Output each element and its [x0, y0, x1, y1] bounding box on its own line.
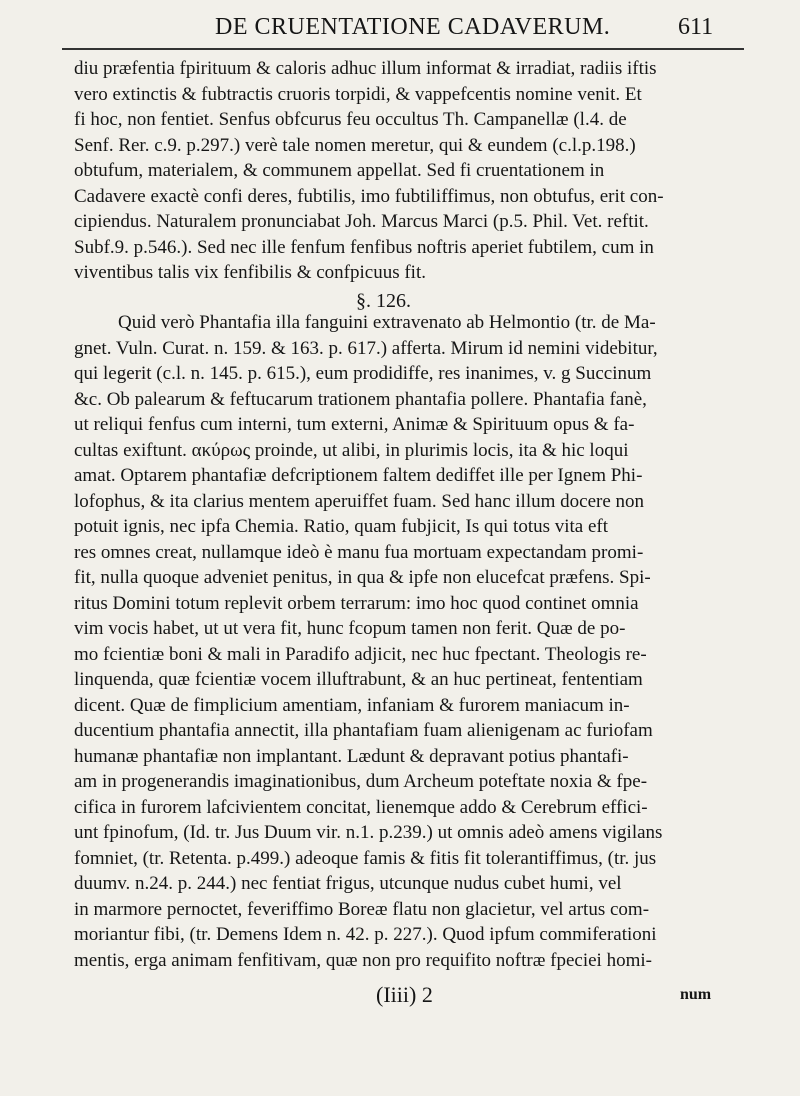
- text-line: fit, nulla quoque adveniet penitus, in qua & ipfe non elucefcat præfens. Spi-: [74, 567, 651, 588]
- text-line: viventibus talis vix fenfibilis & confpicuus fit.: [74, 262, 426, 283]
- running-title: DE CRUENTATIONE CADAVERUM.: [215, 14, 611, 40]
- text-line: res omnes creat, nullamque ideò è manu fua mortuam expectandam promi-: [74, 541, 644, 563]
- text-line: ritus Domini totum replevit orbem terrarum: imo hoc quod continet omnia: [74, 592, 639, 614]
- text-line: fi hoc, non fentiet. Senfus obfcurus feu occultus Th. Campanellæ (l.4. de: [74, 109, 627, 130]
- text-line: Quid verò Phantafia illa fanguini extravenato ab Helmontio (tr. de Ma-: [118, 312, 656, 333]
- text-line: diu præfentia fpirituum & caloris adhuc illum informat & irradiat, radiis iftis: [74, 58, 657, 79]
- signature-mark: (Iiii) 2: [376, 982, 433, 1007]
- section-heading: §. 126.: [356, 290, 411, 312]
- text-line: unt fpinofum, (Id. tr. Jus Duum vir. n.1. p.239.) ut omnis adeò amens vigilans: [74, 822, 663, 843]
- text-line: moriantur fibi, (tr. Demens Idem n. 42. p. 227.). Quod ipfum commiferationi: [74, 924, 657, 945]
- catchword: num: [680, 986, 712, 1003]
- paragraph-1: [74, 56, 734, 286]
- text-line: linquenda, quæ fcientiæ vocem illuftrabunt, & an huc pertineat, fententiam: [74, 669, 643, 690]
- text-line: obtufum, materialem, & communem appellat. Sed fi cruentationem in: [74, 160, 605, 181]
- text-line: am in progenerandis imaginationibus, dum Archeum poteftate noxia & fpe-: [74, 771, 648, 792]
- text-line: duumv. n.24. p. 244.) nec fentiat frigus, utcunque nudus cubet humi, vel: [74, 873, 622, 894]
- text-line: ducentium phantafia annectit, illa phantafiam fuam alienigenam ac furiofam: [74, 720, 653, 741]
- text-line: ut reliqui fenfus cum interni, tum externi, Animæ & Spirituum opus & fa-: [74, 414, 635, 435]
- text-line: dicent. Quæ de fimplicium amentiam, infaniam & furorem maniacum in-: [74, 694, 630, 716]
- text-line: mo fcientiæ boni & mali in Paradifo adjicit, nec huc fpectant. Theologis re-: [74, 643, 647, 665]
- text-line: vero extinctis & fubtractis cruoris torpidi, & vappefcentis nomine venit. Et: [74, 83, 642, 105]
- text-line: amat. Optarem phantafiæ defcriptionem faltem dediffet ille per Ignem Phi-: [74, 465, 643, 486]
- text-line: lofophus, & ita clarius mentem aperuiffet fuam. Sed hanc illum docere non: [74, 490, 645, 512]
- text-line: cifica in furorem lafcivientem concitat, lienemque addo & Cerebrum effici-: [74, 796, 648, 818]
- text-line: qui legerit (c.l. n. 145. p. 615.), eum prodidiffe, res inanimes, v. g Succinum: [74, 363, 652, 384]
- text-line: potuit ignis, nec ipfa Chemia. Ratio, quam fubjicit, Is qui totus vita eft: [74, 516, 609, 537]
- text-line: Subf.9. p.546.). Sed nec ille fenfum fenfibus noftris aperiet fubtilem, cum in: [74, 236, 654, 258]
- text-line: gnet. Vuln. Curat. n. 159. & 163. p. 617.) afferta. Mirum id nemini videbitur,: [74, 337, 658, 359]
- text-line: cultas exiftunt. ακύρως proinde, ut alibi, in plurimis locis, ita & hic loqui: [74, 439, 629, 461]
- text-line: cipiendus. Naturalem pronunciabat Joh. Marcus Marci (p.5. Phil. Vet. reftit.: [74, 211, 649, 232]
- text-line: Cadavere exactè confi deres, fubtilis, imo fubtiliffimus, non obtufus, erit con-: [74, 185, 664, 207]
- paragraph-2: [74, 310, 734, 973]
- text-line: Senf. Rer. c.9. p.297.) verè tale nomen meretur, qui & eundem (c.l.p.198.): [74, 134, 636, 156]
- text-line: &c. Ob palearum & feftucarum trationem phantafia pollere. Phantafia fanè,: [74, 388, 647, 410]
- page-number: 611: [678, 14, 714, 40]
- header-rule: [62, 48, 744, 50]
- text-line: humanæ phantafiæ non implantant. Lædunt & depravant potius phantafi-: [74, 745, 629, 767]
- text-line: fomniet, (tr. Retenta. p.499.) adeoque famis & fitis fit tolerantiffimus, (tr. jus: [74, 847, 657, 869]
- text-line: mentis, erga animam fenfitivam, quæ non pro requifito noftræ fpeciei homi-: [74, 949, 652, 971]
- text-line: vim vocis habet, ut ut vera fit, hunc fcopum tamen non ferit. Quæ de po-: [74, 618, 626, 639]
- text-line: in marmore pernoctet, feveriffimo Boreæ flatu non glacietur, vel artus com-: [74, 898, 650, 920]
- page-header: [0, 14, 800, 44]
